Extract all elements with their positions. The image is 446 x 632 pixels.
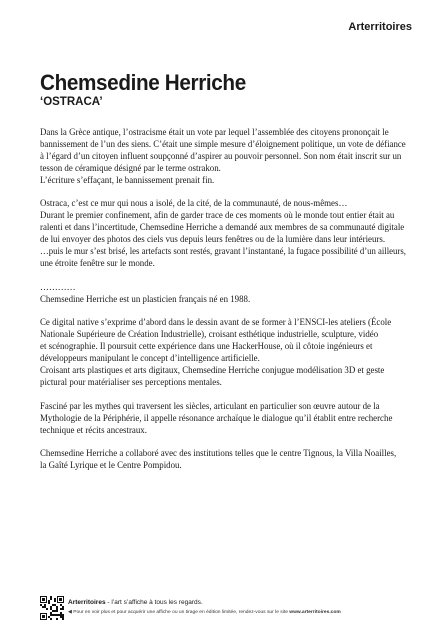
artist-name-title: Chemsedine Herriche — [40, 70, 246, 95]
text-line: la Gaîté Lyrique et le Centre Pompidou. — [40, 460, 182, 471]
text-line: pictural pour matérialiser ses perceptions mentales. — [40, 376, 222, 387]
text-line: ………… — [40, 281, 76, 292]
text-line: Durant le premier confinement, afin de garder trace de ces moments où le monde tout entier était au — [40, 210, 395, 221]
body-paragraph — [40, 282, 406, 306]
text-line: Chemsedine Herriche a collaboré avec des institutions telles que le centre Tignous, la Villa Noailles, — [40, 448, 397, 459]
text-line: tesson de céramique désigné par le terme ostrakon. — [40, 162, 221, 173]
text-line: Croisant arts plastiques et arts digitaux, Chemsedine Herriche conjugue modélisation 3D et geste — [40, 365, 385, 376]
text-line: à l’égard d’un citoyen influent soupçonné d’aspirer au pouvoir personnel. Son nom était inscrit sur un — [40, 150, 402, 161]
text-line: Ostraca, c’est ce mur qui nous a isolé, de la cité, de la communauté, de nous-mêmes… — [40, 198, 348, 209]
footer-info-line — [68, 609, 341, 615]
text-line: développeurs manipulant le concept d’intelligence artificielle. — [40, 353, 260, 364]
text-line: …puis le mur s’est brisé, les artefacts sont restés, gravant l’instantané, la fugace possibilité d’un ailleurs, — [40, 246, 406, 257]
text-line: ralenti et dans l’incertitude, Chemsedine Herriche a demandé aux membres de sa communauté digitale — [40, 222, 405, 233]
footer-tagline-line — [68, 599, 203, 606]
footer-tagline: - l’art s’affiche à tous les regards. — [105, 599, 203, 606]
body-paragraph — [40, 401, 406, 437]
text-line: bannissement de l’un des siens. C’était une simple mesure d’éloignement politique, un vote de défiance — [40, 138, 406, 149]
body-paragraph — [40, 198, 406, 269]
page-footer — [40, 596, 412, 620]
text-line: Ce digital native s’exprime d’abord dans le dessin avant de se former à l’ENSCI-les ateliers (École — [40, 317, 392, 328]
text-line: Chemsedine Herriche est un plasticien français né en 1988. — [40, 293, 251, 304]
text-line: de lui envoyer des photos des ciels vus depuis leurs fenêtres ou de la lumière dans leur intérieurs. — [40, 234, 386, 245]
website-link[interactable]: www.arterritoires.com — [289, 610, 341, 615]
text-line: Dans la Grèce antique, l’ostracisme était un vote par lequel l’assemblée des citoyens prononçait le — [40, 127, 389, 137]
body-paragraph — [40, 127, 406, 187]
text-line: une étroite fenêtre sur le monde. — [40, 257, 155, 268]
artwork-subtitle: ‘OSTRACA’ — [40, 96, 103, 108]
text-line: technique et récits ancestraux. — [40, 424, 147, 435]
footer-brand: Arterritoires — [68, 599, 106, 606]
footer-info-text: Pour en voir plus et pour acquérir une affiche ou un tirage en édition limitée, rendez-vous sur le site — [73, 610, 290, 615]
arrow-icon: ◀ — [68, 609, 74, 615]
qr-code-icon[interactable] — [40, 596, 64, 620]
brand-logo-text: Arterritoires — [348, 21, 412, 33]
article-body — [40, 127, 406, 484]
text-line: Fasciné par les mythes qui traversent les siècles, articulant en particulier son œuvre autour de la — [40, 400, 380, 411]
text-line: Nationale Supérieure de Création Industrielle), croisant esthétique industrielle, sculpture, vidéo — [40, 329, 379, 340]
text-line: et scénographie. Il poursuit cette expérience dans une HackerHouse, où il côtoie ingénieurs et — [40, 341, 373, 352]
text-line: L’écriture s’effaçant, le bannissement prenait fin. — [40, 174, 215, 185]
text-line: Mythologie de la Périphérie, il appelle résonance archaïque le dialogue qu’il établit entre recherche — [40, 412, 393, 423]
body-paragraph — [40, 317, 406, 388]
body-paragraph — [40, 448, 406, 472]
